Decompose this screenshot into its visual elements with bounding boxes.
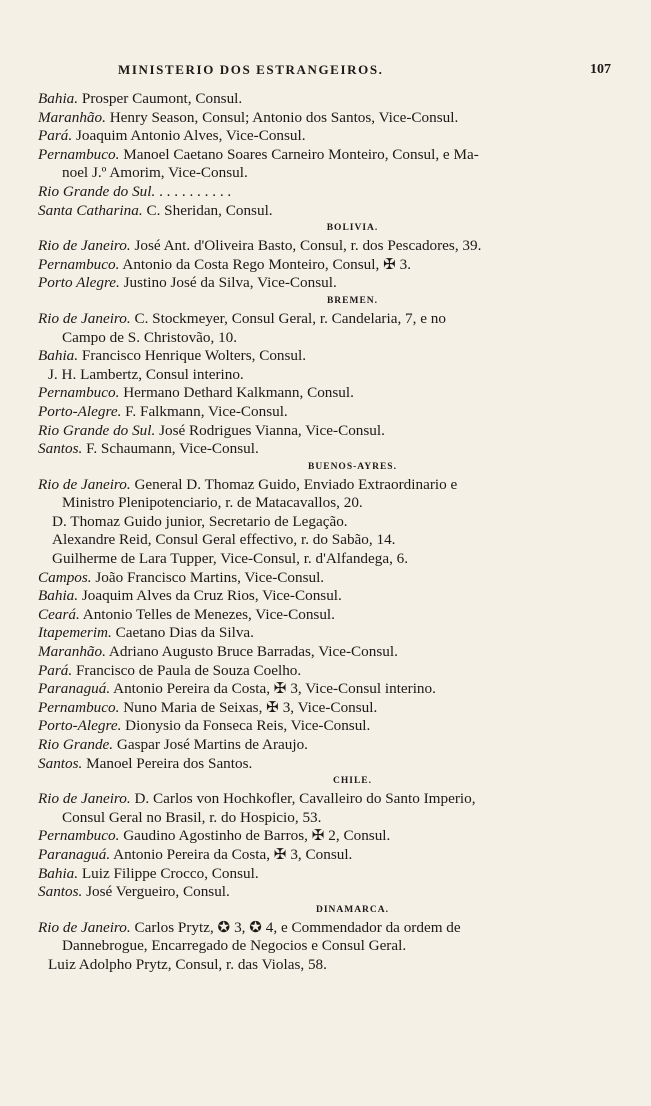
entry-text: Gaspar José Martins de Araujo. [113, 736, 308, 753]
location-name: Itapemerim. [38, 624, 112, 642]
directory-line [38, 164, 617, 183]
location-name: Rio Grande. [38, 736, 114, 753]
location-name: Porto-Alegre. [38, 717, 122, 735]
directory-line [38, 587, 617, 606]
location-name: Porto Alegre. [38, 274, 120, 292]
directory-line [38, 680, 617, 699]
directory-line [38, 440, 617, 459]
location-name: Rio de Janeiro. [38, 918, 131, 936]
directory-line [38, 310, 617, 329]
directory-line [38, 109, 617, 128]
location-name: Paranaguá. [38, 680, 111, 698]
entry-text: Hermano Dethard Kalkmann, Consul. [119, 384, 354, 402]
directory-body [38, 90, 617, 975]
location-name: Rio Grande do Sul. [38, 182, 156, 200]
directory-line [38, 183, 617, 202]
entry-text: Ministro Plenipotenciario, r. de Matacavallos, 20. [62, 494, 363, 512]
location-name: Pernambuco. [38, 384, 120, 402]
section-heading: DINAMARCA. [315, 904, 390, 915]
entry-text: Caetano Dias da Silva. [111, 624, 254, 642]
entry-text: General D. Thomaz Guido, Enviado Extraordinario e [130, 475, 458, 493]
entry-text: Antonio Telles de Menezes, Vice-Consul. [79, 605, 335, 623]
location-name: Rio de Janeiro. [38, 309, 131, 327]
directory-line [38, 531, 617, 550]
entry-text: J. H. Lambertz, Consul interino. [48, 365, 244, 383]
location-name: Rio de Janeiro. [38, 237, 131, 255]
location-name: Bahia. [38, 347, 79, 365]
entry-text: Joaquim Alves da Cruz Rios, Vice-Consul. [78, 587, 342, 605]
location-name: Campos. [38, 568, 92, 586]
location-name: Pernambuco. [38, 145, 120, 163]
directory-line [38, 624, 617, 643]
directory-line [38, 422, 617, 441]
entry-text: Luiz Filippe Crocco, Consul. [78, 864, 259, 882]
entry-text: Justino José da Silva, Vice-Consul. [119, 274, 337, 292]
location-name: Rio de Janeiro. [38, 475, 131, 493]
entry-text: Campo de S. Christovão, 10. [62, 328, 238, 346]
entry-text: C. Stockmeyer, Consul Geral, r. Candelaria, 7, e no [130, 309, 446, 327]
entry-text: F. Schaumann, Vice-Consul. [82, 440, 259, 458]
entry-text: Alexandre Reid, Consul Geral effectivo, r. do Sabão, 14. [52, 531, 396, 549]
location-name: Santos. [38, 440, 83, 458]
entry-text: Carlos Prytz, ✪ 3, ✪ 4, e Commendador da ordem de [130, 918, 461, 936]
entry-text: D. Carlos von Hochkofler, Cavalleiro do Santo Imperio, [130, 790, 476, 808]
entry-text: Manoel Pereira dos Santos. [82, 754, 253, 772]
directory-line [38, 513, 617, 532]
directory-line [38, 384, 617, 403]
directory-line [38, 146, 617, 165]
location-name: Pernambuco. [38, 698, 120, 716]
entry-text: Adriano Augusto Bruce Barradas, Vice-Consul. [105, 643, 398, 661]
location-name: Paranaguá. [38, 845, 111, 863]
entry-text: F. Falkmann, Vice-Consul. [121, 402, 288, 420]
entry-text: C. Sheridan, Consul. [142, 201, 273, 219]
entry-text: Nuno Maria de Seixas, ✠ 3, Vice-Consul. [119, 698, 378, 716]
entry-text: Henry Season, Consul; Antonio dos Santos, Vice-Consul. [105, 108, 459, 126]
entry-text: . . . . . . . . . . [155, 182, 232, 200]
directory-line [38, 494, 617, 513]
directory-line [38, 846, 617, 865]
directory-line [38, 569, 617, 588]
directory-line [38, 827, 617, 846]
section-heading: BREMEN. [326, 295, 379, 306]
location-name: Pernambuco. [38, 827, 120, 845]
entry-text: Dionysio da Fonseca Reis, Vice-Consul. [121, 717, 371, 735]
location-name: Santa Catharina. [38, 201, 143, 219]
location-name: Santos. [38, 883, 83, 901]
directory-line [38, 550, 617, 569]
location-name: Santos. [38, 754, 83, 772]
directory-line [38, 347, 617, 366]
entry-text: João Francisco Martins, Vice-Consul. [91, 568, 325, 586]
directory-line [38, 809, 617, 828]
location-name: Bahia. [38, 587, 79, 605]
entry-text: Prosper Caumont, Consul. [78, 90, 243, 107]
entry-text: Dannebrogue, Encarregado de Negocios e Consul Geral. [62, 937, 407, 955]
directory-line [38, 919, 617, 938]
entry-text: José Ant. d'Oliveira Basto, Consul, r. dos Pescadores, 39. [130, 237, 482, 255]
page-number: 107 [590, 62, 611, 77]
directory-line [38, 865, 617, 884]
directory-line [38, 366, 617, 385]
location-name: Pará. [38, 127, 73, 145]
directory-line [38, 699, 617, 718]
location-name: Bahia. [38, 864, 79, 882]
directory-line [38, 662, 617, 681]
directory-line [38, 736, 617, 755]
location-name: Rio de Janeiro. [38, 790, 131, 808]
directory-line [38, 403, 617, 422]
entry-text: Gaudino Agostinho de Barros, ✠ 2, Consul. [119, 827, 391, 845]
directory-line [38, 202, 617, 221]
entry-text: José Rodrigues Vianna, Vice-Consul. [155, 421, 385, 439]
directory-line [38, 790, 617, 809]
section-heading: BUENOS-AYRES. [308, 461, 397, 472]
entry-text: Francisco Henrique Wolters, Consul. [78, 347, 307, 365]
directory-line [38, 274, 617, 293]
directory-line [38, 256, 617, 275]
entry-text: Antonio Pereira da Costa, ✠ 3, Consul. [110, 845, 353, 863]
directory-line [38, 237, 617, 256]
entry-text: José Vergueiro, Consul. [82, 883, 230, 901]
section-heading: CHILE. [333, 776, 372, 787]
location-name: Porto-Alegre. [38, 402, 122, 420]
section-heading: BOLIVIA. [326, 223, 379, 234]
location-name: Maranhão. [38, 643, 106, 661]
location-name: Bahia. [38, 90, 79, 107]
directory-line [38, 883, 617, 902]
entry-text: Manoel Caetano Soares Carneiro Monteiro, Consul, e Ma- [119, 145, 479, 163]
directory-line [38, 643, 617, 662]
entry-text: D. Thomaz Guido junior, Secretario de Legação. [52, 512, 348, 530]
page-header [38, 62, 617, 90]
entry-text: Francisco de Paula de Souza Coelho. [72, 661, 302, 679]
entry-text: Consul Geral no Brasil, r. do Hospicio, 53. [62, 808, 322, 826]
directory-line [38, 755, 617, 774]
directory-line [38, 329, 617, 348]
directory-line [38, 476, 617, 495]
directory-line [38, 606, 617, 625]
location-name: Ceará. [38, 605, 80, 623]
entry-text: Antonio Pereira da Costa, ✠ 3, Vice-Consul interino. [110, 680, 436, 698]
location-name: Maranhão. [38, 108, 106, 126]
entry-text: noel J.º Amorim, Vice-Consul. [62, 164, 248, 182]
directory-line [38, 717, 617, 736]
location-name: Pará. [38, 661, 73, 679]
directory-line [38, 937, 617, 956]
directory-line [38, 90, 617, 109]
entry-text: Antonio da Costa Rego Monteiro, Consul, ✠ 3. [119, 255, 411, 273]
entry-text: Guilherme de Lara Tupper, Vice-Consul, r. d'Alfandega, 6. [52, 550, 409, 568]
location-name: Pernambuco. [38, 255, 120, 273]
location-name: Rio Grande do Sul. [38, 421, 156, 439]
directory-line [38, 956, 617, 975]
running-title: MINISTERIO DOS ESTRANGEIROS. [118, 62, 384, 77]
entry-text: Joaquim Antonio Alves, Vice-Consul. [72, 127, 306, 145]
entry-text: Luiz Adolpho Prytz, Consul, r. das Violas, 58. [48, 955, 327, 973]
directory-line [38, 127, 617, 146]
